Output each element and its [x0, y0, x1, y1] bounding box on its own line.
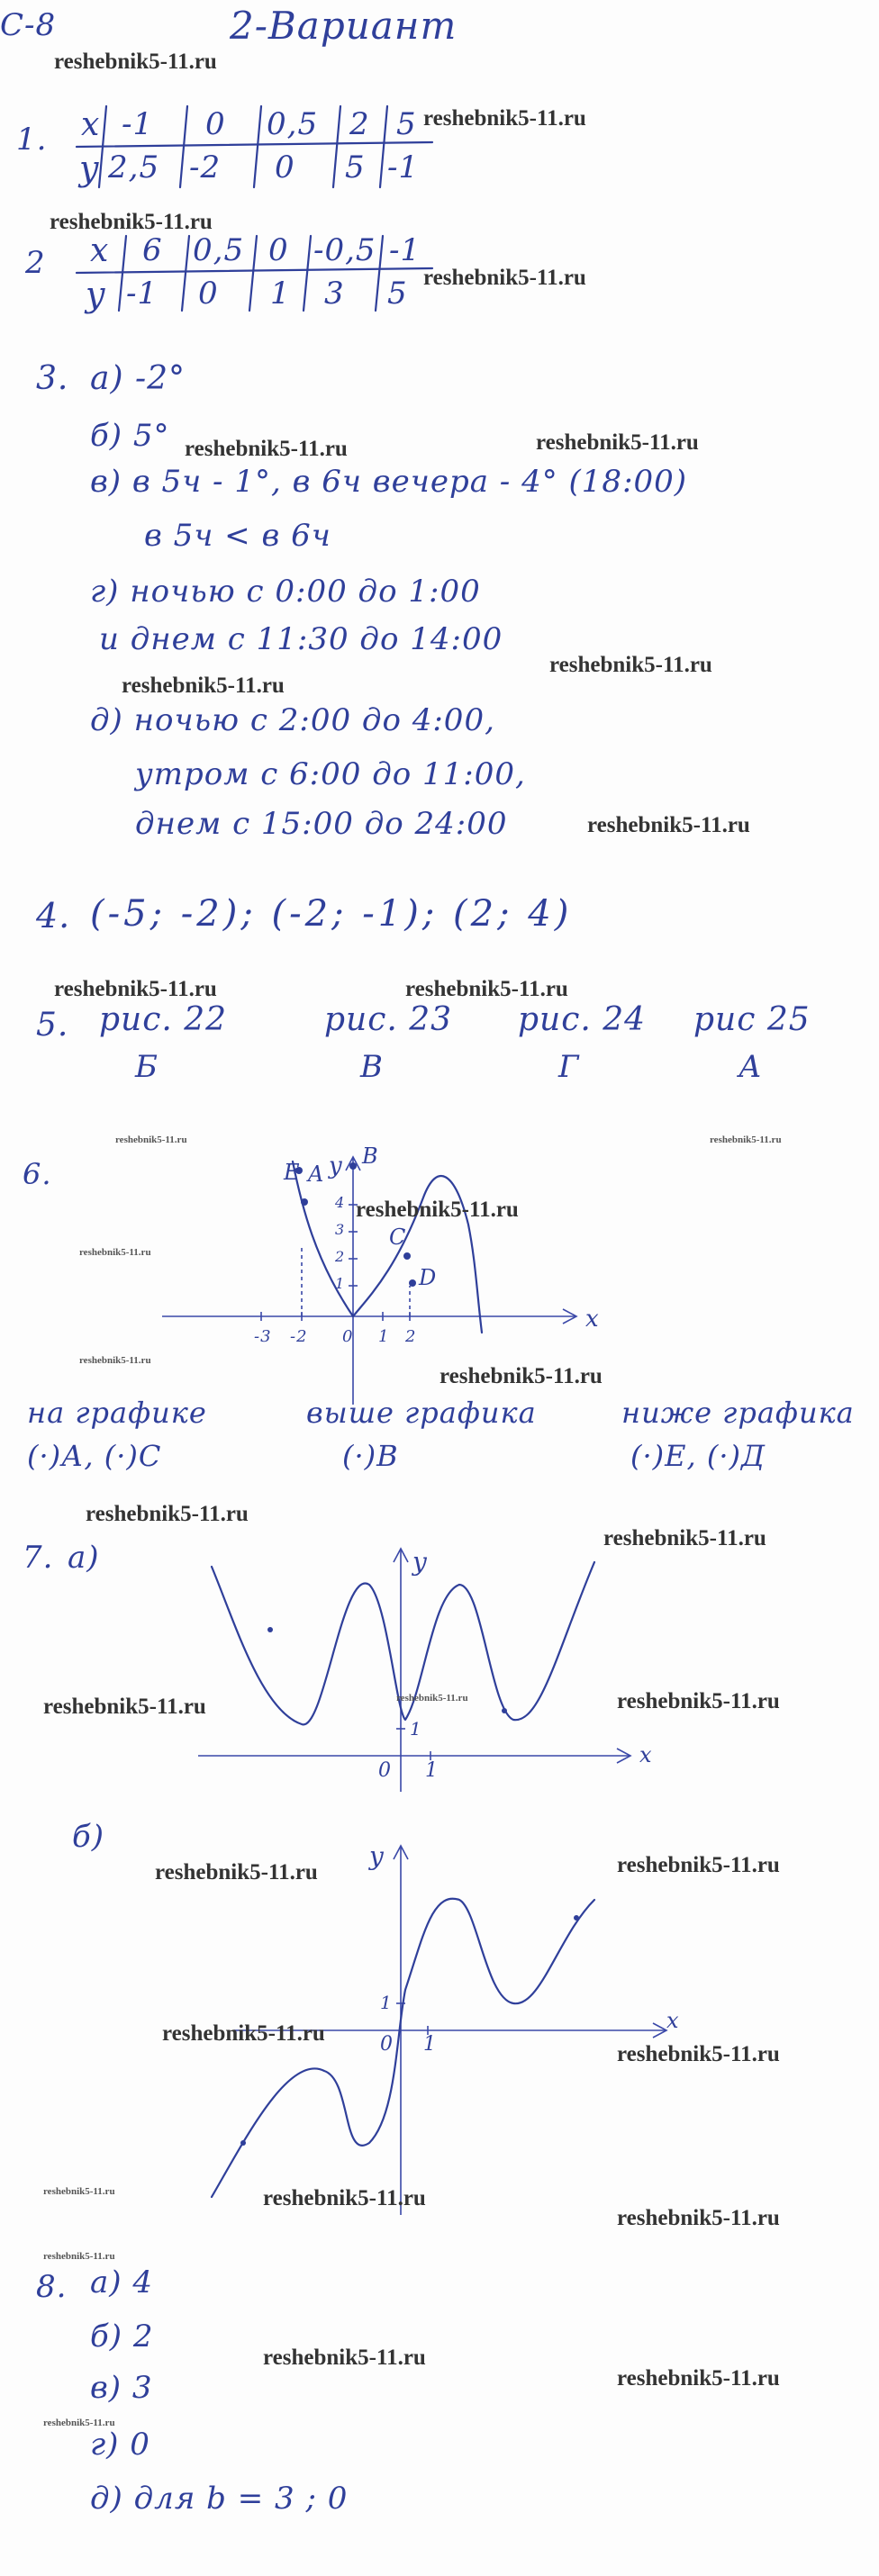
watermark: reshebnik5-11.ru: [617, 2206, 780, 2230]
group-title: на графике: [27, 1396, 207, 1430]
watermark: reshebnik5-11.ru: [43, 1695, 206, 1719]
task7b-axis-x: x: [666, 2008, 680, 2033]
watermark: reshebnik5-11.ru: [122, 673, 285, 698]
task6-axis-y: y: [329, 1152, 343, 1180]
watermark: reshebnik5-11.ru: [617, 2366, 780, 2391]
watermark-small: reshebnik5-11.ru: [43, 2418, 115, 2428]
task5-number: 5.: [36, 1007, 69, 1044]
answer-line: г) 0: [90, 2427, 150, 2463]
variant-code: С-8: [0, 7, 57, 43]
table-cell: 1: [270, 276, 291, 312]
answer-line: в 5ч < в 6ч: [144, 518, 331, 554]
task7a-tick-y-one: 1: [410, 1718, 422, 1740]
figure-answer: Г: [558, 1049, 580, 1085]
table-cell: 0: [198, 276, 219, 312]
table-cell: 2,5: [108, 149, 160, 185]
table-cell: 5: [387, 276, 408, 312]
point-label: D: [419, 1265, 438, 1290]
watermark: reshebnik5-11.ru: [617, 1853, 780, 1877]
task1-number: 1.: [16, 122, 48, 158]
table-cell: 0,5: [193, 232, 245, 268]
group-points: (·)Е, (·)Д: [630, 1439, 766, 1473]
answer-line: и днем с 11:30 до 14:00: [99, 621, 503, 657]
watermark: reshebnik5-11.ru: [603, 1526, 766, 1550]
table-cell: -1: [389, 232, 421, 268]
point-label: B: [362, 1143, 379, 1169]
task7b-tick-y-one: 1: [380, 1992, 393, 2013]
table-cell: 0: [205, 106, 226, 142]
figure-ref: рис 25: [693, 1001, 811, 1038]
table-cell: 6: [142, 232, 163, 268]
figure-ref: рис. 24: [518, 1001, 647, 1038]
figure-answer: В: [360, 1049, 384, 1085]
answer-line: д) ночью с 2:00 до 4:00,: [90, 702, 495, 738]
table-cell: 2: [349, 106, 370, 142]
table-cell: -1: [122, 106, 154, 142]
table-cell: 3: [324, 276, 345, 312]
group-points: (·)А, (·)С: [27, 1439, 162, 1473]
watermark: reshebnik5-11.ru: [549, 653, 712, 677]
watermark-small: reshebnik5-11.ru: [115, 1134, 187, 1145]
answer-line: в) в 5ч - 1°, в 6ч вечера - 4° (18:00): [90, 464, 688, 500]
watermark: reshebnik5-11.ru: [356, 1198, 519, 1222]
task7a-axis-x: x: [639, 1742, 653, 1767]
watermark: reshebnik5-11.ru: [617, 2042, 780, 2066]
answer-line: в) 3: [90, 2370, 153, 2406]
figure-ref: рис. 23: [324, 1001, 453, 1038]
watermark: reshebnik5-11.ru: [50, 210, 213, 234]
task7a-axis-y: y: [412, 1547, 428, 1577]
tick-label: 4: [335, 1194, 346, 1211]
watermark: reshebnik5-11.ru: [54, 50, 217, 74]
tick-label: 1: [378, 1327, 390, 1346]
watermark: reshebnik5-11.ru: [617, 1689, 780, 1713]
tick-label: 2: [405, 1327, 417, 1346]
task6-axis-x: x: [585, 1306, 600, 1333]
task3-number: 3.: [36, 360, 69, 397]
table-cell: -1: [387, 149, 420, 185]
task4-number: 4.: [36, 896, 71, 935]
table-cell: 0,5: [267, 106, 319, 142]
task8-number: 8.: [36, 2269, 68, 2305]
watermark: reshebnik5-11.ru: [162, 2021, 325, 2046]
point-label: A: [308, 1161, 325, 1187]
point-label: C: [389, 1225, 407, 1250]
answer-line: утром с 6:00 до 11:00,: [135, 756, 526, 792]
task2-x-label: x: [90, 232, 110, 269]
task2-y-label: y: [86, 275, 106, 314]
task7-b-label: б): [72, 1819, 105, 1855]
task6-number: 6.: [23, 1157, 52, 1191]
task1-y-label: y: [79, 149, 100, 188]
tick-label: -3: [254, 1327, 272, 1346]
task2-number: 2: [25, 245, 46, 281]
figure-answer: А: [739, 1049, 763, 1085]
task7b-tick-zero: 0: [380, 2033, 394, 2056]
task7-number: 7.: [23, 1540, 54, 1576]
tick-label: 3: [335, 1221, 346, 1238]
answer-line: г) ночью с 0:00 до 1:00: [90, 574, 481, 610]
watermark: reshebnik5-11.ru: [155, 1860, 318, 1885]
watermark-small: reshebnik5-11.ru: [43, 2251, 115, 2262]
group-title: ниже графика: [621, 1396, 855, 1430]
task7b-tick-one: 1: [423, 2033, 437, 2056]
watermark: reshebnik5-11.ru: [263, 2346, 426, 2370]
table-cell: -1: [126, 276, 159, 312]
watermark: reshebnik5-11.ru: [423, 266, 586, 290]
task7-a-label: а): [68, 1540, 100, 1576]
watermark: reshebnik5-11.ru: [587, 813, 750, 837]
watermark: reshebnik5-11.ru: [423, 106, 586, 131]
answer-line: а) 4: [90, 2264, 153, 2300]
group-points: (·)В: [342, 1439, 399, 1473]
answer-line: днем с 15:00 до 24:00: [135, 806, 508, 842]
watermark-small: reshebnik5-11.ru: [710, 1134, 782, 1145]
watermark-small: reshebnik5-11.ru: [43, 2186, 115, 2197]
answer-line: б) 2: [90, 2318, 154, 2355]
tick-label: 1: [335, 1275, 346, 1292]
answer-line: д) для b = 3 ; 0: [90, 2481, 349, 2517]
watermark-small: reshebnik5-11.ru: [396, 1693, 468, 1704]
watermark: reshebnik5-11.ru: [185, 437, 348, 461]
watermark-small: reshebnik5-11.ru: [79, 1355, 151, 1366]
watermark-small: reshebnik5-11.ru: [79, 1247, 151, 1258]
watermark: reshebnik5-11.ru: [263, 2186, 426, 2210]
tick-label: 0: [342, 1327, 354, 1346]
table-cell: -2: [189, 149, 222, 185]
task4-answer: (-5; -2); (-2; -1); (2; 4): [90, 893, 573, 935]
point-label: E: [284, 1160, 301, 1185]
watermark: reshebnik5-11.ru: [405, 977, 568, 1001]
table-cell: 0: [268, 232, 289, 268]
figure-answer: Б: [135, 1049, 159, 1085]
task7b-axis-y: y: [369, 1841, 385, 1871]
tick-label: 2: [335, 1248, 346, 1265]
watermark: reshebnik5-11.ru: [440, 1364, 603, 1388]
watermark: reshebnik5-11.ru: [54, 977, 217, 1001]
watermark: reshebnik5-11.ru: [86, 1502, 249, 1526]
watermark: reshebnik5-11.ru: [536, 430, 699, 455]
task7a-tick-one: 1: [425, 1759, 439, 1782]
answer-line: а) -2°: [90, 360, 186, 397]
figure-ref: рис. 22: [99, 1001, 228, 1038]
group-title: выше графика: [306, 1396, 537, 1430]
table-cell: -0,5: [313, 232, 376, 268]
task7a-tick-zero: 0: [378, 1759, 392, 1782]
table-cell: 0: [275, 149, 295, 185]
variant-title: 2-Вариант: [230, 4, 458, 48]
table-cell: 5: [345, 149, 366, 185]
answer-line: б) 5°: [90, 418, 170, 454]
tick-label: -2: [290, 1327, 308, 1346]
table-cell: 5: [396, 106, 417, 142]
task1-x-label: x: [81, 106, 101, 143]
